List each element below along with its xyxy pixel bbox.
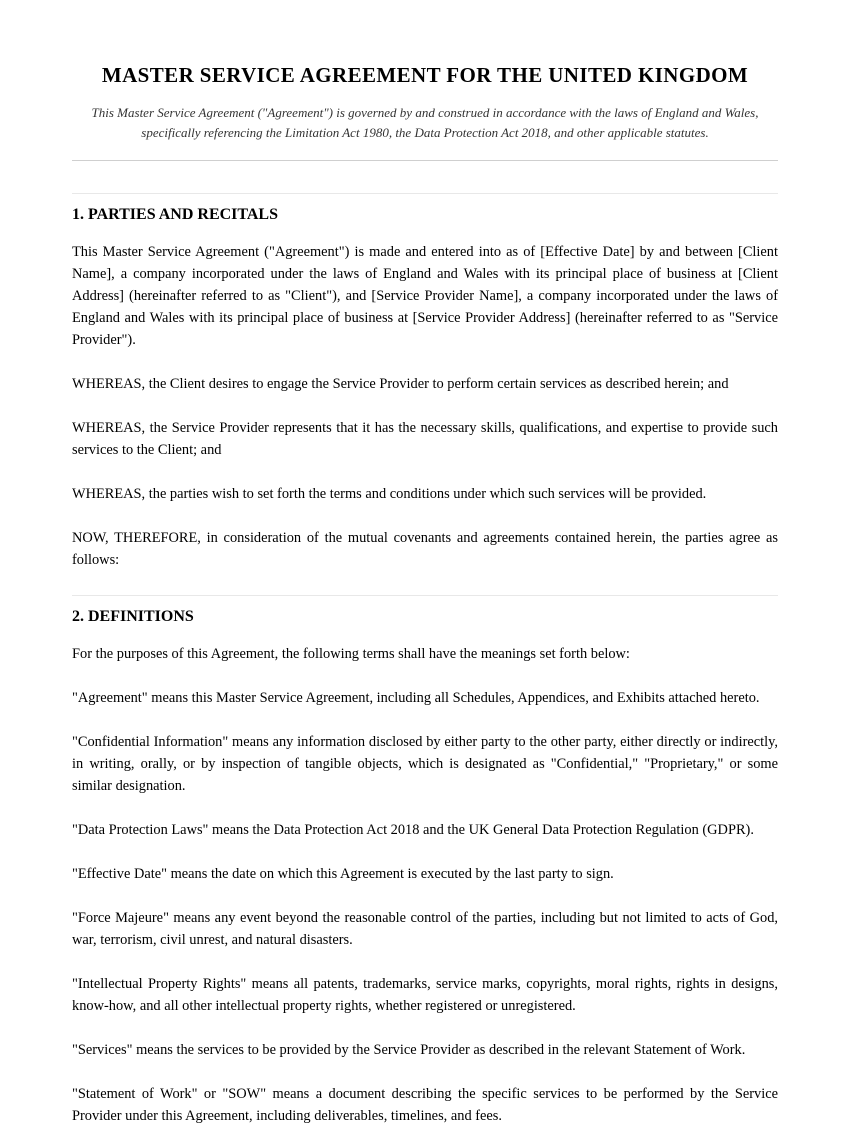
section-heading: 2. DEFINITIONS (72, 608, 194, 625)
paragraph-whereas-1: WHEREAS, the Client desires to engage the Service Provider to perform certain services as described herein; and (72, 376, 729, 392)
section-parties-and-recitals (72, 205, 778, 571)
definition-confidential-information: "Confidential Information" means any information disclosed by either party to the other party, either directly or indirectly, in writing, orally, or by inspection of tangible objects, which is designated as "Confidential," "Proprietary," or some similar designation. (72, 734, 778, 794)
section-divider (72, 595, 778, 596)
paragraph-whereas-2: WHEREAS, the Service Provider represents that it has the necessary skills, qualifications, and expertise to provide such services to the Client; and (72, 420, 778, 458)
paragraph-now-therefore: NOW, THEREFORE, in consideration of the mutual covenants and agreements contained herein, the parties agree as follows: (72, 530, 778, 568)
paragraph-whereas-3: WHEREAS, the parties wish to set forth the terms and conditions under which such services will be provided. (72, 486, 707, 502)
definition-data-protection-laws: "Data Protection Laws" means the Data Protection Act 2018 and the UK General Data Protection Regulation (GDPR). (72, 822, 754, 838)
document-title: MASTER SERVICE AGREEMENT FOR THE UNITED KINGDOM (101, 63, 749, 87)
paragraph-preamble: This Master Service Agreement ("Agreement") is made and entered into as of [Effective Date] by and between [Client Name], a company incorporated under the laws of England and Wales with its principal place of business at [Client Address] (hereinafter referred to as "Client"), and [Service Provider Name], a company incorporated under the laws of England and Wales with its principal place of business at [Service Provider Address] (hereinafter referred to as "Service Provider"). (72, 244, 778, 348)
definition-services: "Services" means the services to be provided by the Service Provider as described in the relevant Statement of Work. (72, 1042, 746, 1058)
section-definitions (72, 607, 778, 1127)
section-heading: 1. PARTIES AND RECITALS (72, 206, 278, 223)
definition-intellectual-property-rights: "Intellectual Property Rights" means all patents, trademarks, service marks, copyrights, moral rights, rights in designs, know-how, and all other intellectual property rights, whether registered or unregistered. (72, 976, 778, 1014)
definition-statement-of-work: "Statement of Work" or "SOW" means a document describing the specific services to be performed by the Service Provider under this Agreement, including deliverables, timelines, and fees. (72, 1086, 778, 1124)
document-page (72, 0, 778, 1127)
definition-force-majeure: "Force Majeure" means any event beyond the reasonable control of the parties, including but not limited to acts of God, war, terrorism, civil unrest, and natural disasters. (72, 910, 778, 948)
definition-agreement: "Agreement" means this Master Service Agreement, including all Schedules, Appendices, and Exhibits attached hereto. (72, 690, 760, 706)
paragraph-definitions-intro: For the purposes of this Agreement, the following terms shall have the meanings set forth below: (72, 646, 630, 662)
document-subtitle: This Master Service Agreement ("Agreement") is governed by and construed in accordance with the laws of England and Wales, specifically referencing the Limitation Act 1980, the Data Protection Act 2018, and other applicable statutes. (91, 105, 759, 140)
section-divider (72, 193, 778, 194)
header-divider (72, 160, 778, 161)
definition-effective-date: "Effective Date" means the date on which this Agreement is executed by the last party to sign. (72, 866, 614, 882)
